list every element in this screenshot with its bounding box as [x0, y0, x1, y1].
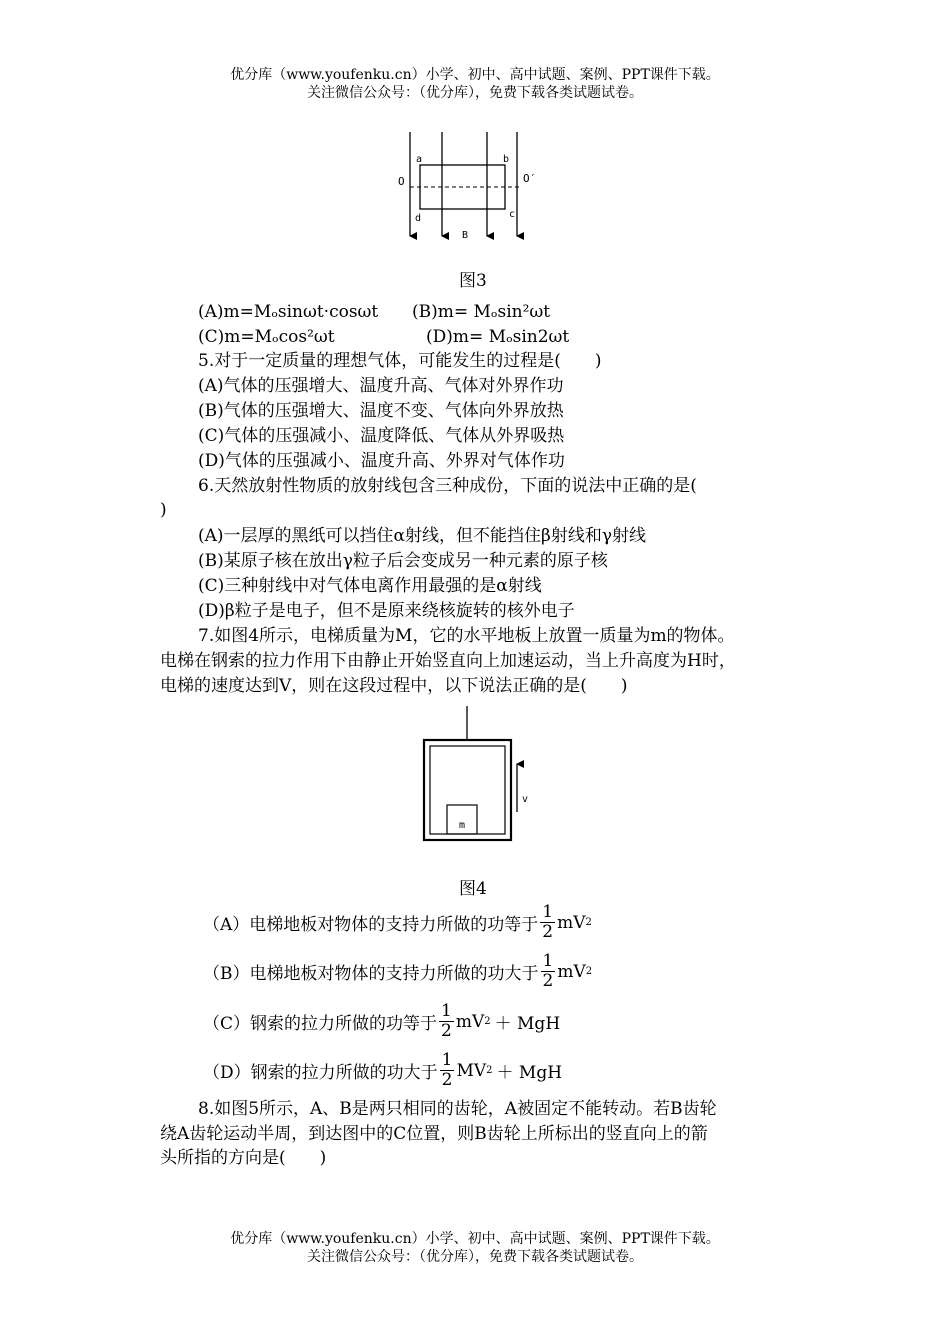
q7-option-d-text: （D）钢索的拉力所做的功大于 — [203, 1063, 438, 1083]
page-header-line1: 优分库（www.youfenku.cn）小学、初中、高中试题、案例、PPT课件下载。 — [230, 67, 720, 83]
fraction-den: 2 — [542, 922, 554, 942]
q5-option-a: (A)气体的压强增大、温度升高、气体对外界作功 — [198, 376, 564, 396]
q8-stem-line1: 8.如图5所示，A、B是两只相同的齿轮，A被固定不能转动。若B齿轮 — [198, 1099, 717, 1119]
q7-option-d-term: MV — [456, 1060, 487, 1081]
elevator-inner — [430, 746, 505, 834]
fraction-num: 1 — [441, 1001, 452, 1021]
q4-option-c: (C)m=Mₒcos²ωt — [198, 327, 335, 347]
q7-option-a-text: （A）电梯地板对物体的支持力所做的功等于 — [203, 915, 539, 935]
figure-4-diagram — [415, 700, 540, 848]
q7-option-b — [203, 952, 592, 991]
exponent: 2 — [585, 966, 593, 977]
page-footer-line1: 优分库（www.youfenku.cn）小学、初中、高中试题、案例、PPT课件下载。 — [230, 1231, 720, 1247]
q5-stem: 5.对于一定质量的理想气体，可能发生的过程是( ) — [198, 351, 602, 371]
q7-option-c-rest: ＋ MgH — [494, 1014, 561, 1034]
label-b-field: B — [462, 230, 469, 241]
q5-option-c: (C)气体的压强减小、温度降低、气体从外界吸热 — [198, 426, 565, 446]
label-o-prime: O′ — [523, 172, 537, 185]
q7-option-a — [203, 903, 592, 942]
q7-option-c-term: mV — [455, 1011, 485, 1032]
fraction — [540, 903, 555, 942]
q6-option-a: (A)一层厚的黑纸可以挡住α射线，但不能挡住β射线和γ射线 — [198, 526, 647, 546]
fraction — [440, 1051, 455, 1090]
q5-option-d: (D)气体的压强减小、温度升高、外界对气体作功 — [198, 451, 565, 471]
q7-option-b-text: （B）电梯地板对物体的支持力所做的功大于 — [203, 964, 539, 984]
label-o: O — [398, 175, 405, 188]
fraction-num: 1 — [542, 951, 554, 971]
q7-option-a-term: mV — [557, 912, 586, 933]
q7-option-d-rest: ＋ MgH — [496, 1063, 563, 1083]
q6-stem: 6.天然放射性物质的放射线包含三种成份，下面的说法中正确的是( — [198, 476, 697, 496]
fraction-den: 2 — [441, 1070, 453, 1090]
exponent: 2 — [484, 1016, 491, 1027]
page-header-line2: 关注微信公众号：（优分库），免费下载各类试题试卷。 — [307, 85, 643, 101]
fraction — [439, 1002, 454, 1041]
q6-option-b: (B)某原子核在放出γ粒子后会变成另一种元素的原子核 — [198, 551, 608, 571]
q7-stem-line2: 电梯在钢索的拉力作用下由静止开始竖直向上加速运动，当上升高度为H时， — [160, 651, 736, 671]
q4-option-b: (B)m= Mₒsin²ωt — [412, 302, 551, 322]
figure-3-caption: 图3 — [459, 271, 487, 291]
exponent: 2 — [486, 1065, 493, 1076]
q7-option-d — [203, 1051, 562, 1090]
q8-stem-line3: 头所指的方向是( ) — [160, 1148, 327, 1168]
fraction-num: 1 — [441, 1050, 453, 1070]
label-a: a — [416, 154, 423, 165]
q6-stem-end: ) — [160, 500, 167, 520]
fraction-den: 2 — [542, 971, 554, 991]
page-footer-line2: 关注微信公众号：（优分库），免费下载各类试题试卷。 — [307, 1249, 643, 1265]
elevator-outer — [424, 740, 511, 840]
label-b: b — [503, 154, 510, 165]
label-velocity: v — [522, 794, 529, 805]
label-c: c — [509, 209, 516, 220]
fraction-den: 2 — [441, 1021, 452, 1041]
q5-option-b: (B)气体的压强增大、温度不变、气体向外界放热 — [198, 401, 564, 421]
q8-stem-line2: 绕A齿轮运动半周，到达图中的C位置，则B齿轮上所标出的竖直向上的箭 — [160, 1124, 708, 1144]
figure-3-diagram — [390, 128, 540, 243]
q4-option-d: (D)m= Mₒsin2ωt — [426, 327, 570, 347]
label-mass: m — [459, 820, 466, 831]
figure-4-caption: 图4 — [459, 879, 487, 899]
q7-option-c — [203, 1002, 560, 1041]
q6-option-d: (D)β粒子是电子，但不是原来绕核旋转的核外电子 — [198, 601, 575, 621]
q6-option-c: (C)三种射线中对气体电离作用最强的是α射线 — [198, 576, 542, 596]
q7-stem-line1: 7.如图4所示，电梯质量为M，它的水平地板上放置一质量为m的物体。 — [198, 626, 735, 646]
q7-option-c-text: （C）钢索的拉力所做的功等于 — [203, 1014, 438, 1034]
exponent: 2 — [585, 917, 592, 928]
q7-option-b-term: mV — [557, 961, 586, 982]
q7-stem-line3: 电梯的速度达到V，则在这段过程中，以下说法正确的是( ) — [160, 676, 628, 696]
q4-option-a: (A)m=Mₒsinωt·cosωt — [198, 302, 379, 322]
fraction-num: 1 — [542, 902, 554, 922]
label-d: d — [415, 213, 422, 224]
fraction — [541, 952, 556, 991]
